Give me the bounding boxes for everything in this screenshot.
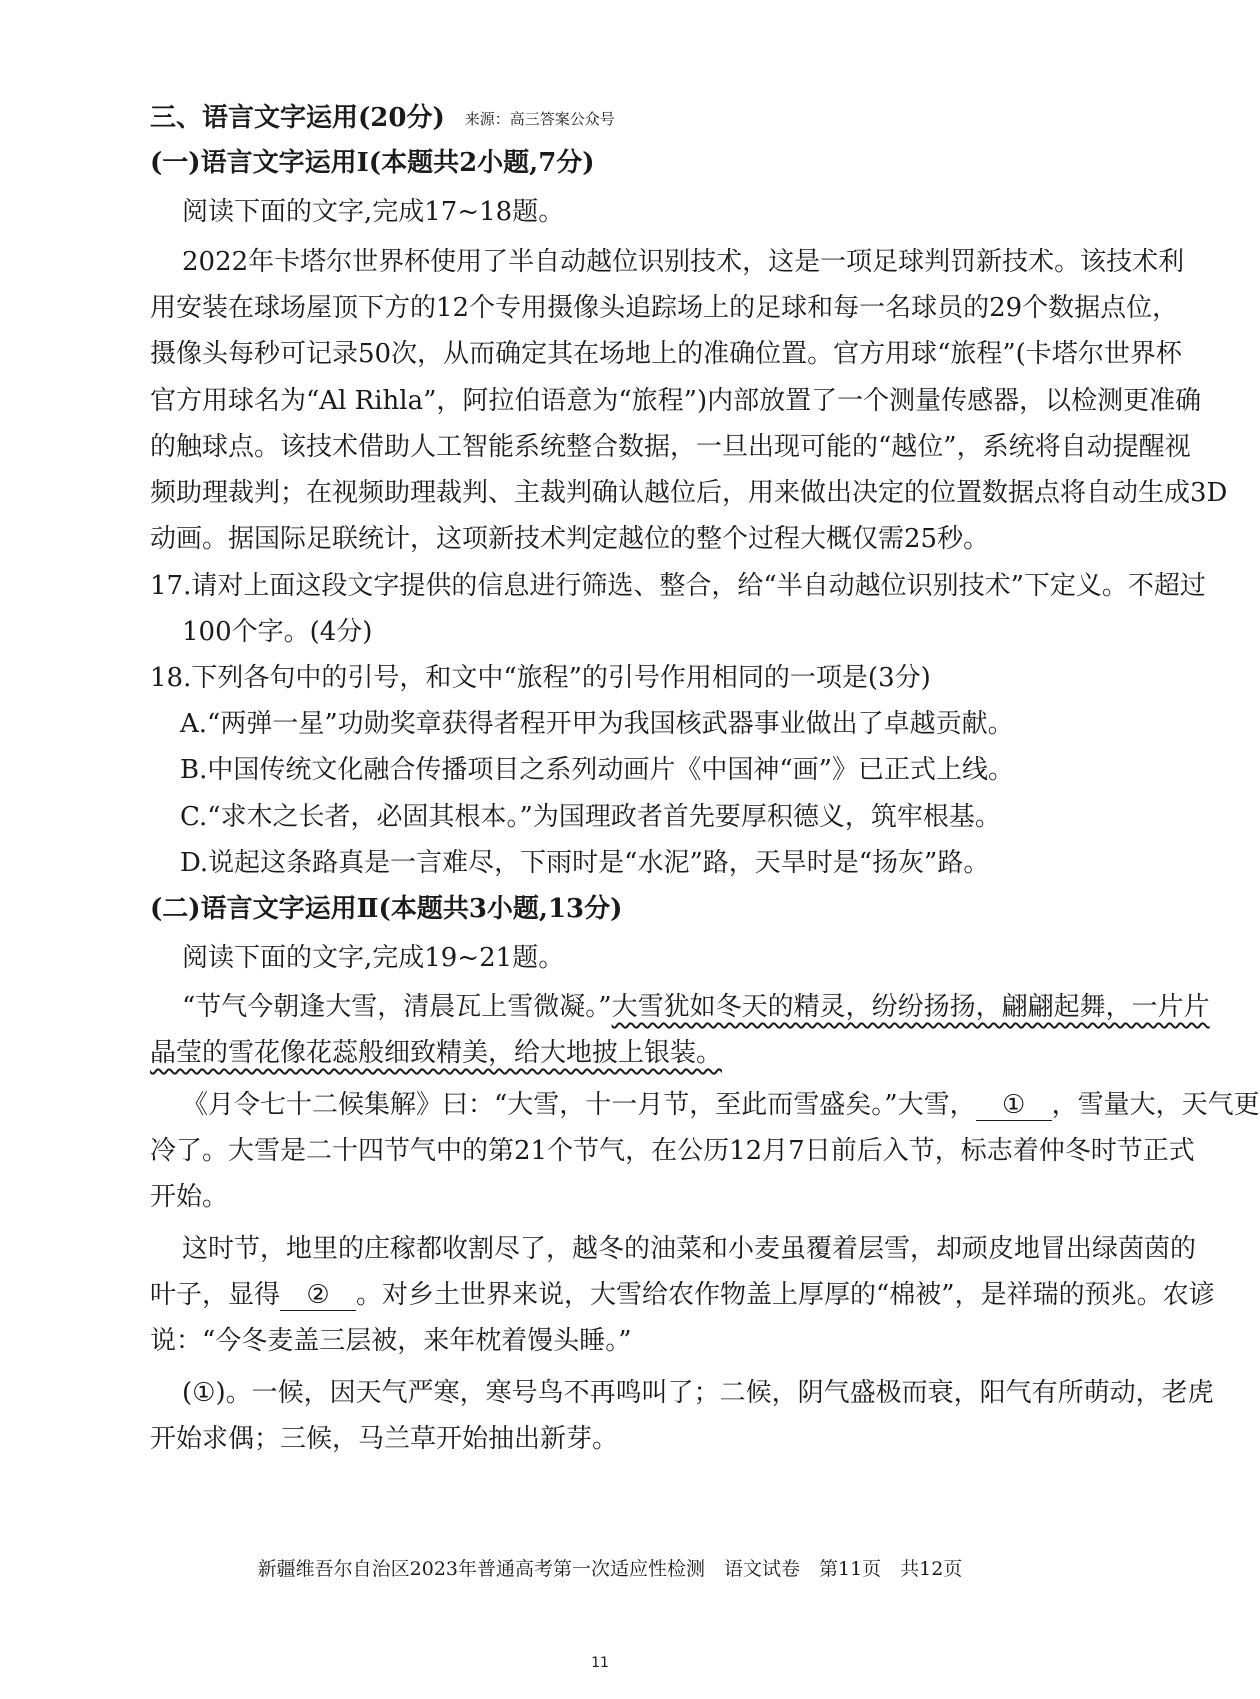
section-title-text: 三、语言文字运用(20分) [150,103,445,133]
para4-text: )。一候，因天气严寒，寒号鸟不再鸣叫了；二候，阴气盛极而衰，阳气有所萌动，老虎 [215,1378,1214,1408]
passage2-para4-line1 [182,1375,1214,1411]
page-footer: 新疆维吾尔自治区2023年普通高考第一次适应性检测 语文试卷 第11页 共12页 [257,1558,963,1580]
part1-instruction: 阅读下面的文字,完成17~18题。 [182,197,565,227]
passage2-para2-line2: 冷了。大雪是二十四节气中的第21个节气，在公历12月7日前后入节，标志着仲冬时节正式 [150,1136,1195,1166]
section-title [150,100,1070,137]
question-17-cont: 100个字。(4分) [182,617,373,647]
source-note: 来源：高三答案公众号 [464,110,615,128]
answer-blank-2[interactable] [280,1280,356,1311]
answer-blank-1[interactable] [976,1090,1052,1121]
passage2-para1-line2 [150,1035,1070,1071]
passage2-para3-line2 [150,1277,1215,1313]
passage-line: 用安装在球场屋顶下方的12个专用摄像头追踪场上的足球和每一名球员的29个数据点位， [150,293,1179,323]
passage2-para2-line3: 开始。 [150,1182,229,1212]
passage2-para4-line2: 开始求偶；三候，马兰草开始抽出新芽。 [150,1424,619,1454]
question-18-option-d: D.说起这条路真是一言难尽，下雨时是“水泥”路，天旱时是“扬灰”路。 [180,848,990,878]
part2-instruction: 阅读下面的文字,完成19~21题。 [182,943,565,973]
passage-line: 的触球点。该技术借助人工智能系统整合数据，一旦出现可能的“越位”，系统将自动提醒视 [150,432,1191,462]
part2-heading: (二)语言文字运用Ⅱ(本题共3小题,13分) [150,894,623,924]
para2-text-after: ，雪量大，天气更 [1051,1090,1260,1120]
question-17: 17.请对上面这段文字提供的信息进行筛选、整合，给“半自动越位识别技术”下定义。不超过 [150,571,1206,601]
part1-heading: (一)语言文字运用Ⅰ(本题共2小题,7分) [150,148,595,178]
wavy-underlined-sentence-cont: 晶莹的雪花像花蕊般细致精美，给大地披上银装。 [150,1038,723,1068]
passage2-para3-line3: 说：“今冬麦盖三层被，来年枕着馒头睡。” [150,1326,632,1356]
passage-line: 动画。据国际足联统计，这项新技术判定越位的整个过程大概仅需25秒。 [150,524,990,554]
passage-line: 频助理裁判；在视频助理裁判、主裁判确认越位后，用来做出决定的位置数据点将自动生成3D [150,478,1228,508]
para4-open-paren: ( [182,1378,193,1408]
passage-line: 官方用球名为“Al Rihla”，阿拉伯语意为“旅程”)内部放置了一个测量传感器，以检测更准确 [150,386,1202,416]
para2-text-before: 《月令七十二候集解》曰：“大雪，十一月节，至此而雪盛矣。”大雪， [182,1090,976,1120]
para3-text-before: 叶子，显得 [150,1280,281,1310]
passage2-para3-line1: 这时节，地里的庄稼都收割尽了，越冬的油菜和小麦虽覆着层雪，却顽皮地冒出绿茵茵的 [182,1234,1197,1264]
question-18-option-b: B.中国传统文化融合传播项目之系列动画片《中国神“画”》已正式上线。 [180,755,1014,785]
passage2-para1-line1 [182,989,1210,1025]
question-18-option-a: A.“两弹一星”功勋奖章获得者程开甲为我国核武器事业做出了卓越贡献。 [180,709,1014,739]
poem-quote: “节气今朝逢大雪，清晨瓦上雪微凝。” [182,992,612,1022]
para3-text-after: 。对乡土世界来说，大雪给农作物盖上厚厚的“棉被”，是祥瑞的预兆。农谚 [356,1280,1215,1310]
blank-1-marker: ① [1001,1090,1026,1120]
passage-line: 2022年卡塔尔世界杯使用了半自动越位识别技术，这是一项足球判罚新技术。该技术利 [182,247,1185,277]
passage-line: 摄像头每秒可记录50次，从而确定其在场地上的准确位置。官方用球“旅程”(卡塔尔世界杯 [150,339,1182,369]
blank-2-marker: ② [306,1280,330,1310]
wavy-underlined-sentence: 大雪犹如冬天的精灵，纷纷扬扬，翩翩起舞，一片片 [611,992,1210,1022]
question-18-stem: 18.下列各句中的引号，和文中“旅程”的引号作用相同的一项是(3分) [150,663,931,693]
question-18-option-c: C.“求木之长者，必固其根本。”为国理政者首先要厚积德义，筑牢根基。 [180,802,1001,832]
passage2-para2-line1 [182,1087,1260,1123]
blank-3-marker[interactable]: ① [192,1378,216,1408]
page-number: 11 [591,1655,609,1671]
